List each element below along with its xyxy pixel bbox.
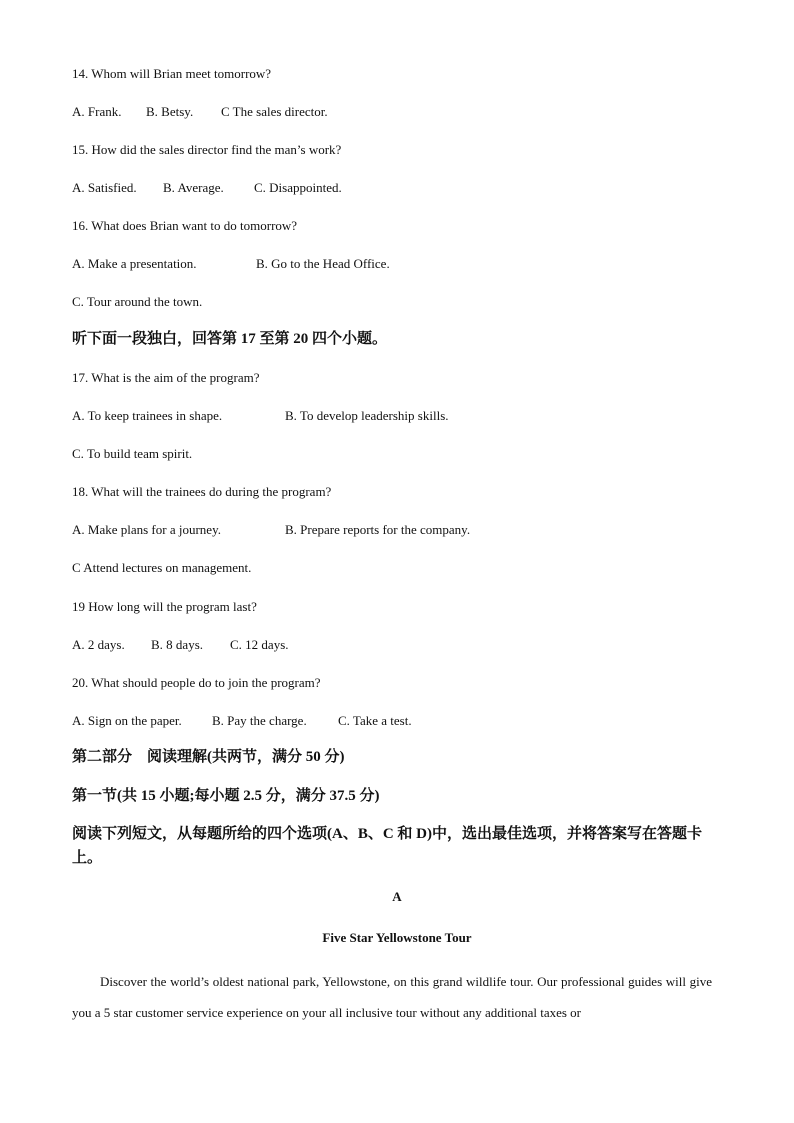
- question-17: 17. What is the aim of the program?: [72, 370, 260, 385]
- q18-option-c: C Attend lectures on management.: [72, 560, 252, 575]
- passage-title: Five Star Yellowstone Tour: [322, 930, 472, 945]
- question-20: 20. What should people do to join the program?: [72, 675, 321, 690]
- q20-option-c: C. Take a test.: [338, 713, 412, 728]
- q14-option-c: C The sales director.: [221, 104, 328, 119]
- q18-option-b: B. Prepare reports for the company.: [285, 522, 471, 537]
- q15-option-a: A. Satisfied.: [72, 180, 137, 195]
- q14-option-b: B. Betsy.: [146, 104, 194, 119]
- question-18: 18. What will the trainees do during the program?: [72, 484, 332, 499]
- question-15: 15. How did the sales director find the man’s work?: [72, 142, 342, 157]
- q14-option-a: A. Frank.: [72, 104, 122, 119]
- monologue-instruction: 听下面一段独白，回答第 17 至第 20 四个小题。: [72, 331, 388, 347]
- q19-option-a: A. 2 days.: [72, 637, 125, 652]
- passage-label: A: [392, 889, 402, 904]
- question-14: 14. Whom will Brian meet tomorrow?: [72, 66, 272, 81]
- passage-paragraph: Discover the world’s oldest national park, Yellowstone, on this grand wildlife tour. Our professional guides will give you a 5 star customer service experience on your all inclusive tour without any additional taxes or: [72, 974, 712, 1020]
- q19-option-b: B. 8 days.: [151, 637, 203, 652]
- part2-title: 第二部分 阅读理解(共两节，满分 50 分): [72, 749, 345, 765]
- q15-option-b: B. Average.: [163, 180, 224, 195]
- q15-option-c: C. Disappointed.: [254, 180, 342, 195]
- reading-instruction: 阅读下列短文，从每题所给的四个选项(A、B、C 和 D)中，选出最佳选项，并将答案写在答题卡上。: [72, 826, 702, 866]
- q17-option-a: A. To keep trainees in shape.: [72, 408, 223, 423]
- q18-option-a: A. Make plans for a journey.: [72, 522, 221, 537]
- q16-option-b: B. Go to the Head Office.: [256, 256, 390, 271]
- section1-title: 第一节(共 15 小题;每小题 2.5 分，满分 37.5 分): [72, 788, 380, 804]
- question-16: 16. What does Brian want to do tomorrow?: [72, 218, 298, 233]
- q17-option-b: B. To develop leadership skills.: [285, 408, 449, 423]
- q19-option-c: C. 12 days.: [230, 637, 289, 652]
- q16-option-c: C. Tour around the town.: [72, 294, 203, 309]
- q16-option-a: A. Make a presentation.: [72, 256, 197, 271]
- q20-option-b: B. Pay the charge.: [212, 713, 307, 728]
- q20-option-a: A. Sign on the paper.: [72, 713, 182, 728]
- q17-option-c: C. To build team spirit.: [72, 446, 193, 461]
- question-19: 19 How long will the program last?: [72, 599, 257, 614]
